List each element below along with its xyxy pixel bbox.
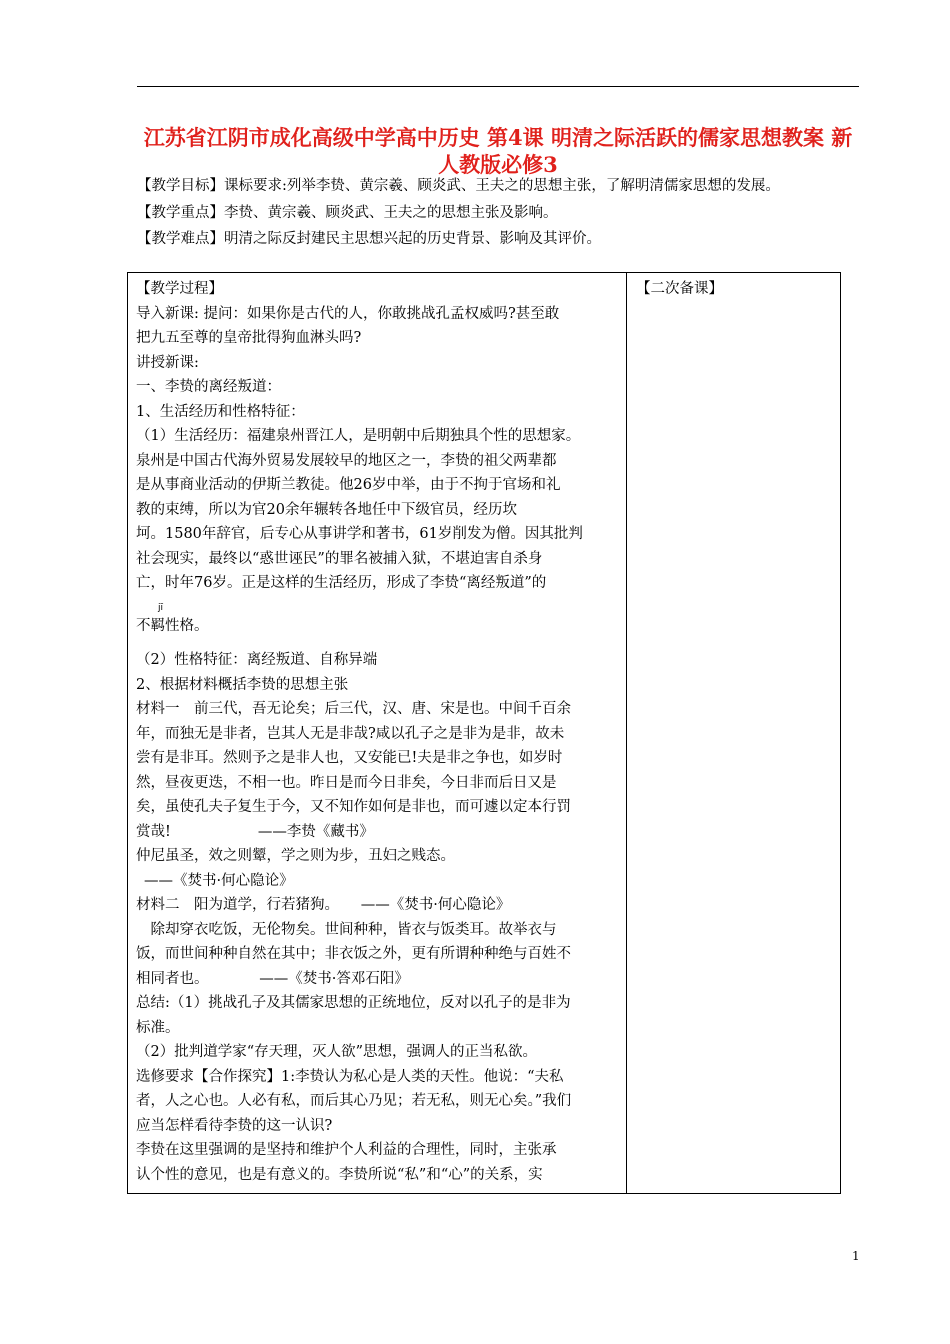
text-line: 不羁性格。 <box>136 617 209 634</box>
pinyin-annotation: jī <box>158 602 164 613</box>
teaching-key-points: 【教学重点】李贽、黄宗羲、顾炎武、王夫之的思想主张及影响。 <box>137 205 558 221</box>
text-line: ——《焚书·何心隐论》 <box>144 872 294 889</box>
text-line: 导入新课: 提问：如果你是古代的人，你敢挑战孔孟权威吗?甚至敢 <box>136 305 560 322</box>
text-line: 材料二 阳为道学，行若猪狗。 ——《焚书·何心隐论》 <box>136 897 511 913</box>
text-line: 李贽在这里强调的是坚持和维护个人利益的合理性，同时，主张承 <box>136 1142 557 1158</box>
document-title: 江苏省江阴市成化高级中学高中历史 第4课 明清之际活跃的儒家思想教案 新人教版必修3 <box>143 125 853 177</box>
text-line: 年，而独无是非者，岂其人无是非哉?咸以孔子之是非为是非，故未 <box>136 725 565 742</box>
text-line: 亡，时年76岁。正是这样的生活经历，形成了李贽“离经叛道”的 <box>136 575 547 591</box>
text-line: 然，昼夜更迭，不相一也。昨日是而今日非矣，今日非而后日又是 <box>136 774 557 791</box>
text-line: 1、生活经历和性格特征： <box>136 403 305 420</box>
text-line: 社会现实，最终以“惑世诬民”的罪名被捕入狱，不堪迫害自杀身 <box>136 550 543 567</box>
text-line: 标准。 <box>136 1019 180 1036</box>
text-line: 讲授新课: <box>136 354 199 371</box>
text-line: 坷。1580年辞官，后专心从事讲学和著书，61岁削发为僧。因其批判 <box>136 526 583 542</box>
text-line: 2、根据材料概括李贽的思想主张 <box>136 676 349 693</box>
lesson-table <box>127 272 841 1194</box>
text-line: 选修要求【合作探究】1:李贽认为私心是人类的天性。他说：“夫私 <box>136 1068 564 1085</box>
page-number: 1 <box>852 1249 860 1263</box>
column-divider <box>626 273 627 1193</box>
text-line: 把九五至尊的皇帝批得狗血淋头吗? <box>136 330 362 346</box>
text-line: 尝有是非耳。然则予之是非人也，又安能已!夫是非之争也，如岁时 <box>136 750 563 766</box>
header-rule <box>137 86 859 87</box>
text-line: 矣，虽使孔夫子复生于今，又不知作如何是非也，而可遽以定本行罚 <box>136 799 571 815</box>
text-line: 教的束缚，所以为官20余年辗转各地任中下级官员，经历坎 <box>136 501 517 518</box>
text-line: 是从事商业活动的伊斯兰教徒。他26岁中举，由于不拘于官场和礼 <box>136 477 561 493</box>
text-line: 相同者也。 ——《焚书·答邓石阳》 <box>136 970 409 987</box>
text-line: 除却穿衣吃饭，无伦物矣。世间种种，皆衣与饭类耳。故举衣与 <box>136 921 557 938</box>
text-line: 仲尼虽圣，效之则颦，学之则为步，丑妇之贱态。 <box>136 848 455 864</box>
teaching-objectives: 【教学目标】课标要求:列举李贽、黄宗羲、顾炎武、王夫之的思想主张，了解明清儒家思想的发展。 <box>137 178 780 194</box>
text-line: 者，人之心也。人必有私，而后其心乃见；若无私，则无心矣。”我们 <box>136 1093 572 1109</box>
text-line: 材料一 前三代，吾无论矣；后三代，汉、唐、宋是也。中间千百余 <box>136 701 571 717</box>
teaching-difficulties: 【教学难点】明清之际反封建民主思想兴起的历史背景、影响及其评价。 <box>137 231 601 247</box>
text-line: 认个性的意见，也是有意义的。李贽所说“私”和“心”的关系，实 <box>136 1166 543 1183</box>
text-line: 赏哉! ——李贽《藏书》 <box>136 823 374 840</box>
secondary-prep-header: 【二次备课】 <box>636 281 723 297</box>
text-line: 【教学过程】 <box>136 281 223 297</box>
teaching-process-column <box>136 277 620 1187</box>
text-line: （2）性格特征：离经叛道、自称异端 <box>136 652 378 668</box>
text-line: 饭，而世间种种自然在其中；非衣饭之外，更有所谓种种绝与百姓不 <box>136 946 571 962</box>
text-line: 应当怎样看待李贽的这一认识? <box>136 1117 333 1134</box>
text-line: 总结:（1）挑战孔子及其儒家思想的正统地位，反对以孔子的是非为 <box>136 995 571 1011</box>
text-line: 一、李贽的离经叛道： <box>136 379 281 395</box>
text-line: （1）生活经历：福建泉州晋江人，是明朝中后期独具个性的思想家。 <box>136 428 581 444</box>
secondary-prep-column <box>636 277 723 302</box>
text-line: 泉州是中国古代海外贸易发展较早的地区之一，李贽的祖父两辈都 <box>136 452 557 469</box>
text-line: （2）批判道学家“存天理，灭人欲”思想，强调人的正当私欲。 <box>136 1044 538 1060</box>
